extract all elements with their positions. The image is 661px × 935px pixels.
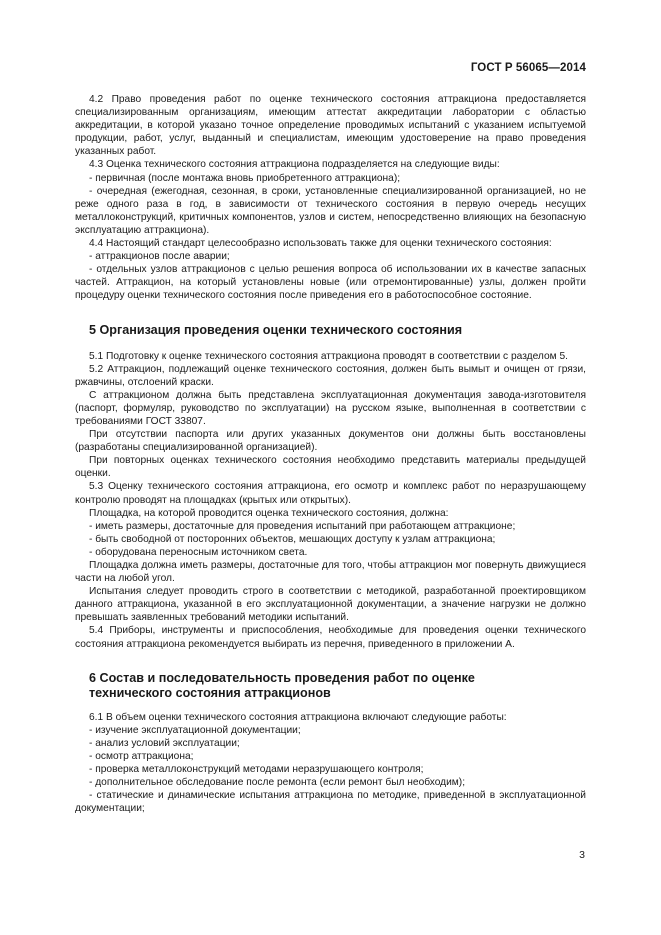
section-6-heading-line1: 6 Состав и последовательность проведения работ по оценке bbox=[89, 670, 475, 685]
paragraph-6-1: 6.1 В объем оценки технического состояния аттракциона включают следующие работы: bbox=[89, 711, 507, 723]
list-item: - изучение эксплуатационной документации; bbox=[89, 724, 301, 736]
list-item: - очередная (ежегодная, сезонная, в сроки, установленные специализированной организацией, но не реже одного раза в год, в зависимости от технического состояния в первую очередь несущих металлоконструкций, критичных компонентов, узлов и систем, непосредственно влияющих на безопасную эксплуатацию аттракциона). bbox=[75, 185, 586, 236]
paragraph: С аттракционом должна быть представлена эксплуатационная документация завода-изготовителя (паспорт, формуляр, руководство по эксплуатации) на русском языке, выполненная в соответствии с требованиями ГОСТ 33807. bbox=[75, 389, 586, 427]
paragraph: Площадка должна иметь размеры, достаточные для того, чтобы аттракцион мог повернуть движущиеся части на любой угол. bbox=[75, 560, 586, 585]
section-5-heading: 5 Организация проведения оценки технического состояния bbox=[89, 322, 463, 337]
list-item: - осмотр аттракциона; bbox=[89, 750, 194, 762]
paragraph-5-4: 5.4 Приборы, инструменты и приспособления, необходимые для проведения оценки технического состояния аттракциона рекомендуется выбирать из перечня, приведенного в приложении А. bbox=[75, 625, 586, 650]
paragraph-4-4: 4.4 Настоящий стандарт целесообразно использовать также для оценки технического состояния: bbox=[89, 238, 552, 250]
paragraph: Площадка, на которой проводится оценка технического состояния, должна: bbox=[89, 507, 449, 519]
page-number: 3 bbox=[579, 849, 585, 861]
paragraph: При повторных оценках технического состояния необходимо представить материалы предыдущей оценки. bbox=[75, 455, 586, 480]
paragraph: При отсутствии паспорта или других указанных документов они должны быть восстановлены (разработаны специализированной организацией). bbox=[75, 429, 586, 454]
standard-header: ГОСТ Р 56065—2014 bbox=[470, 62, 586, 74]
list-item: - дополнительное обследование после ремонта (если ремонт был необходим); bbox=[89, 777, 466, 789]
paragraph-5-1: 5.1 Подготовку к оценке технического состояния аттракциона проводят в соответствии с разделом 5. bbox=[89, 350, 568, 362]
paragraph: Испытания следует проводить строго в соответствии с методикой, разработанной проектировщиком данного аттракциона, указанной в его эксплуатационной документации, а значение нагрузки не должно превышать заявленных требований методики испытаний. bbox=[75, 586, 586, 624]
list-item: - первичная (после монтажа вновь приобретенного аттракциона); bbox=[89, 172, 401, 184]
list-item: - анализ условий эксплуатации; bbox=[89, 737, 240, 749]
list-item: - аттракционов после аварии; bbox=[89, 251, 230, 263]
section-6-heading-line2: технического состояния аттракционов bbox=[89, 685, 331, 700]
list-item: - оборудована переносным источником света. bbox=[89, 546, 308, 558]
paragraph-4-3: 4.3 Оценка технического состояния аттракциона подразделяется на следующие виды: bbox=[89, 159, 500, 171]
list-item: - быть свободной от посторонних объектов, мешающих доступу к узлам аттракциона; bbox=[89, 533, 496, 545]
paragraph-4-2: 4.2 Право проведения работ по оценке технического состояния аттракциона предоставляется специализированным организациям, имеющим аттестат аккредитации лаборатории с областью аккредитации, в которой указано точное определение проводимых испытаний с указанием испытуемой продукции, работ, услуг, выданный и специалистам, имеющим удостоверение на право проведения указанных работ. bbox=[75, 94, 586, 158]
paragraph-5-3: 5.3 Оценку технического состояния аттракциона, его осмотр и комплекс работ по неразрушающему контролю проводят на площадках (крытых или открытых). bbox=[75, 481, 586, 506]
list-item: - иметь размеры, достаточные для проведения испытаний при работающем аттракционе; bbox=[89, 520, 516, 532]
list-item: - проверка металлоконструкций методами неразрушающего контроля; bbox=[89, 764, 424, 776]
list-item: - отдельных узлов аттракционов с целью решения вопроса об использовании их в качестве запасных частей. Аттракцион, на который установлены новые (или отремонтированные) узлы, должен пройти процедуру оценки технического состояния после приведения его в работоспособное состояние. bbox=[75, 264, 586, 302]
section-6-heading bbox=[75, 671, 586, 701]
paragraph-5-2: 5.2 Аттракцион, подлежащий оценке технического состояния, должен быть вымыт и очищен от грязи, ржавчины, отслоений краски. bbox=[75, 363, 586, 388]
list-item: - статические и динамические испытания аттракциона по методике, приведенной в эксплуатационной документации; bbox=[75, 790, 586, 815]
page-body bbox=[75, 93, 586, 815]
